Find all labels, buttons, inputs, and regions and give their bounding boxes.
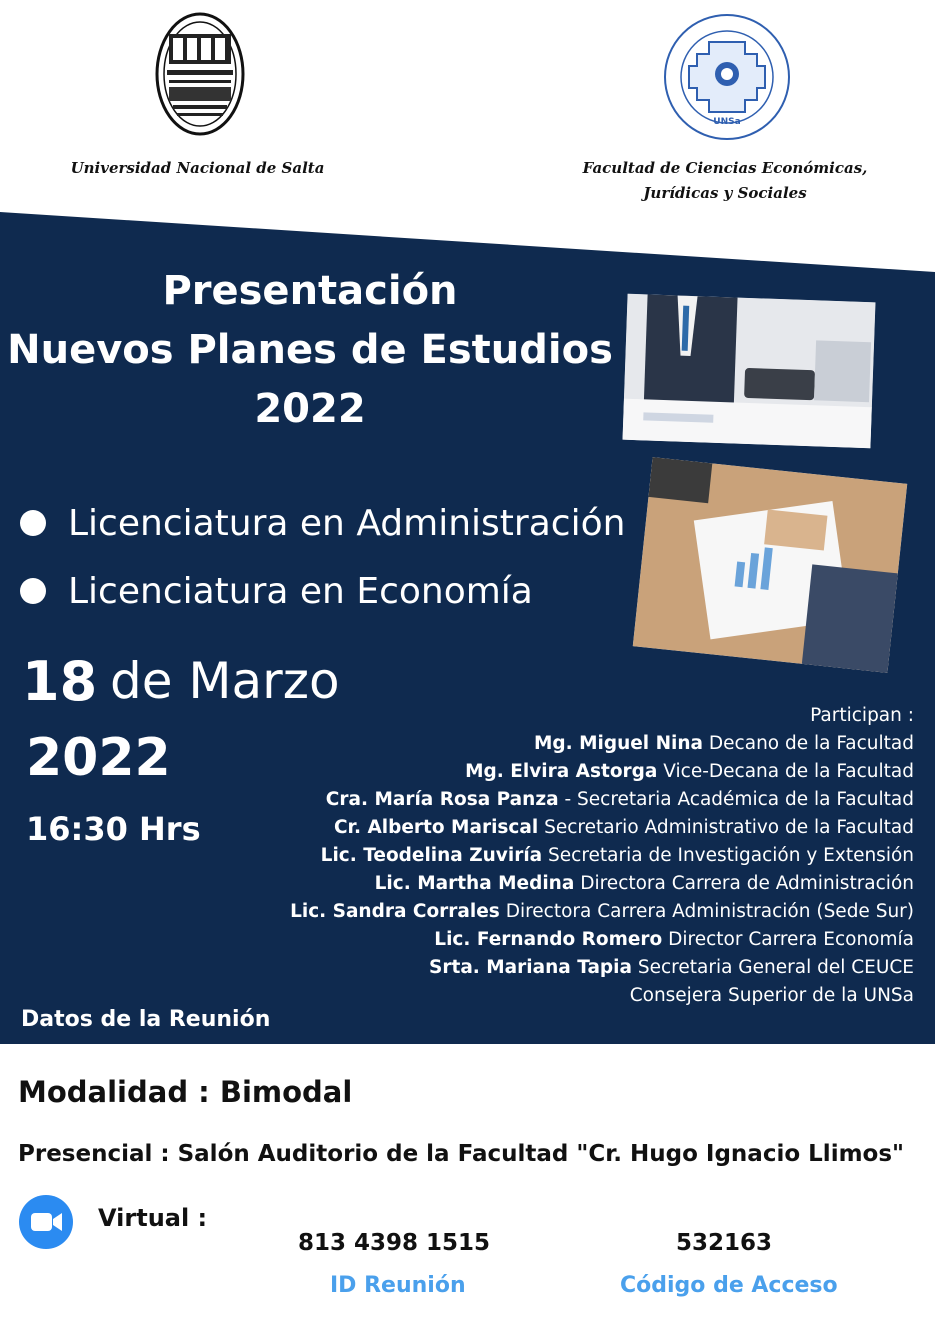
- participant-role: Decano de la Facultad: [703, 733, 914, 754]
- program-label: Licenciatura en Economía: [68, 570, 533, 612]
- participants-heading: Participan :: [810, 705, 914, 726]
- meeting-id-label: ID Reunión: [330, 1273, 466, 1298]
- participant-name: Mg. Miguel Nina: [533, 733, 704, 754]
- faculty-name-line1: Facultad de Ciencias Económicas,: [582, 159, 868, 177]
- participant-role: Consejera Superior de la UNSa: [629, 985, 914, 1006]
- participant-role: Secretaria de Investigación y Extensión: [542, 845, 914, 866]
- participants-people: [274, 730, 914, 1010]
- participant-name: Lic. Fernando Romero: [434, 929, 663, 950]
- participant-row: [274, 842, 914, 870]
- video-camera-icon: [19, 1195, 73, 1249]
- participants-list: [274, 702, 914, 1010]
- participant-role: Directora Carrera Administración (Sede Sur): [499, 901, 914, 922]
- event-title: [0, 262, 620, 439]
- participant-name: Srta. Mariana Tapia: [429, 957, 632, 978]
- faculty-emblem-icon: [662, 12, 792, 142]
- document-review-photo: [633, 457, 907, 673]
- business-meeting-photo: [623, 294, 876, 449]
- participant-row: [274, 814, 914, 842]
- participant-row: [274, 954, 914, 982]
- faculty-name-line2: Jurídicas y Sociales: [643, 184, 807, 202]
- event-month: de Marzo: [110, 652, 340, 710]
- participant-role: Secretario Administrativo de la Facultad: [538, 817, 914, 838]
- meeting-id: 813 4398 1515: [298, 1230, 491, 1256]
- access-code-label: Código de Acceso: [620, 1273, 838, 1298]
- bullet-icon: [20, 578, 46, 604]
- title-line1: Presentación: [162, 268, 458, 314]
- participant-name: Lic. Teodelina Zuviría: [320, 845, 543, 866]
- participant-row: [274, 786, 914, 814]
- access-code: 532163: [676, 1230, 773, 1256]
- event-year: 2022: [26, 728, 171, 788]
- title-line3: 2022: [254, 386, 366, 432]
- event-time: 16:30 Hrs: [26, 810, 201, 848]
- participant-role: - Secretaria Académica de la Facultad: [558, 789, 914, 810]
- participant-row: [274, 982, 914, 1010]
- modality-text: Modalidad : Bimodal: [18, 1075, 353, 1109]
- participant-name: Cra. María Rosa Panza: [325, 789, 559, 810]
- participant-row: [274, 758, 914, 786]
- program-item-administracion: [20, 498, 625, 548]
- participant-name: Mg. Elvira Astorga: [465, 761, 658, 782]
- program-label: Licenciatura en Administración: [68, 502, 626, 544]
- virtual-label: Virtual :: [98, 1204, 208, 1232]
- participant-row: [274, 926, 914, 954]
- participant-name: Lic. Sandra Corrales: [290, 901, 500, 922]
- participant-row: [274, 730, 914, 758]
- university-name: Universidad Nacional de Salta: [70, 159, 325, 177]
- participant-role: Directora Carrera de Administración: [574, 873, 914, 894]
- participant-row: [274, 898, 914, 926]
- university-seal-icon: [155, 12, 245, 136]
- title-line2: Nuevos Planes de Estudios: [7, 327, 613, 373]
- meeting-section-title: Datos de la Reunión: [21, 1007, 271, 1032]
- svg-text:UNSa: UNSa: [713, 117, 741, 127]
- participant-name: Lic. Martha Medina: [374, 873, 575, 894]
- participant-row: [274, 870, 914, 898]
- faculty-name: [570, 156, 880, 206]
- event-day: 18: [22, 650, 98, 713]
- participant-role: Vice-Decana de la Facultad: [657, 761, 914, 782]
- in-person-location: Presencial : Salón Auditorio de la Facultad "Cr. Hugo Ignacio Llimos": [18, 1141, 905, 1167]
- participant-role: Director Carrera Economía: [662, 929, 914, 950]
- program-item-economia: [20, 566, 533, 616]
- participant-name: Cr. Alberto Mariscal: [333, 817, 539, 838]
- bullet-icon: [20, 510, 46, 536]
- participant-role: Secretaria General del CEUCE: [632, 957, 914, 978]
